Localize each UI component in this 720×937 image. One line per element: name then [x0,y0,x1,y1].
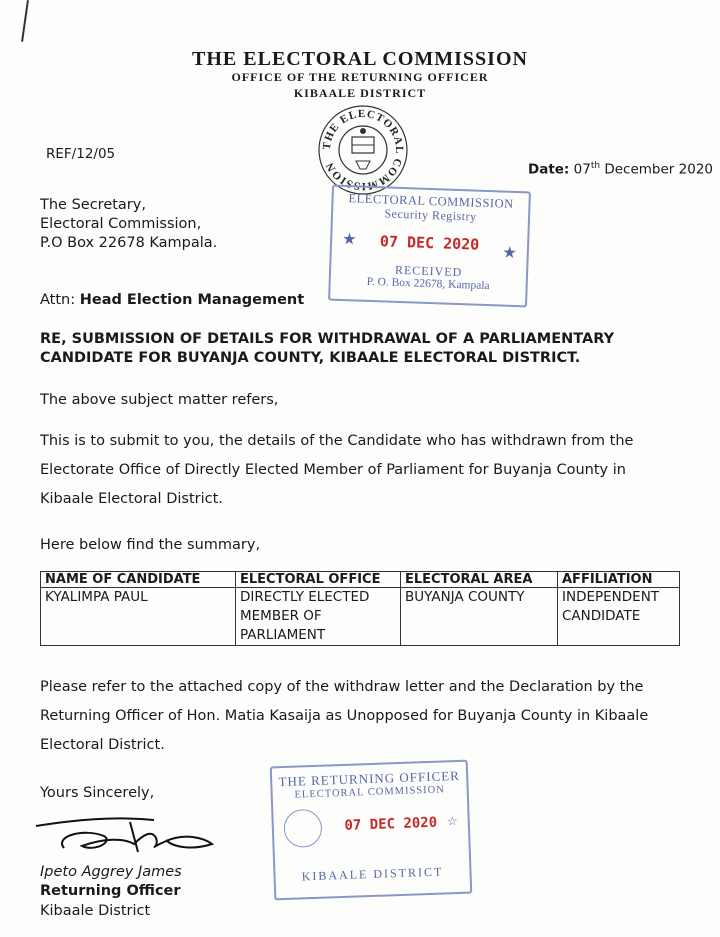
table-cell [558,588,680,646]
paragraph-line: This is to submit to you, the details of the Candidate who has withdrawn from the [40,433,634,449]
recipient-address [40,196,217,253]
cell-line: CANDIDATE [562,608,641,624]
paragraph-intro: The above subject matter refers, [40,392,279,408]
table-header-cell: NAME OF CANDIDATE [41,572,236,588]
stamp-date: 07 DEC 2020 [344,814,438,834]
table-cell: KYALIMPA PAUL [41,588,236,646]
paragraph-body [40,427,633,514]
paragraph-line: Returning Officer of Hon. Matia Kasaija as Unopposed for Buyanja County in Kibaale [40,708,649,724]
star-icon: ☆ [446,813,458,829]
attn-value: Head Election Management [79,292,305,308]
stamp-line: KIBAALE DISTRICT [301,864,444,884]
date-suffix: th [590,161,601,171]
stamp-line: ELECTORAL COMMISSION [294,784,446,801]
cell-line: INDEPENDENT [562,589,660,605]
table-cell: BUYANJA COUNTY [401,588,558,646]
paragraph-line: Kibaale Electoral District. [40,491,223,507]
stamp-date: 07 DEC 2020 [379,232,480,254]
paragraph-reference [40,673,648,760]
cell-line: DIRECTLY ELECTED [240,589,370,605]
date-rest: December 2020 [600,161,713,178]
stamp-line: P. O. Box 22678, Kampala [366,275,490,293]
stamp-line: THE RETURNING OFFICER [278,767,461,790]
attn-label: Attn: [40,292,80,308]
table-row [41,588,680,646]
table-header-row [41,572,680,588]
signatory-name: Ipeto Aggrey James [40,864,182,880]
recipient-line: P.O Box 22678 Kampala. [40,235,218,251]
date-label: Date: [528,161,570,178]
signatory-title: Returning Officer [40,883,181,899]
letterhead-district: KIBAALE DISTRICT [293,86,427,100]
stamp-line: RECEIVED [394,262,463,280]
scan-mark [21,0,29,42]
table-cell [236,588,401,646]
paragraph-line: Please refer to the attached copy of the withdraw letter and the Declaration by the [40,679,644,695]
subject-line: RE, SUBMISSION OF DETAILS FOR WITHDRAWAL OF A PARLIAMENTARY [40,331,615,347]
stamp-line: Security Registry [384,206,477,224]
svg-text:THE ELECTORAL COMMISSION [321,108,405,192]
reference-number: REF/12/05 [46,146,116,162]
attention-line [40,292,304,308]
seal-text: THE ELECTORAL COMMISSION [320,107,406,193]
star-icon: ★ [341,230,357,249]
recipient-line: Electoral Commission, [40,216,202,232]
recipient-line: The Secretary, [40,197,146,213]
stamp-line: ELECTORAL COMMISSION [348,191,514,211]
table-header-cell: ELECTORAL OFFICE [236,572,401,588]
paragraph-line: Electorate Office of Directly Elected Member of Parliament for Buyanja County in [40,462,626,478]
date-day: 07 [573,161,591,178]
table-header-cell: AFFILIATION [558,572,680,588]
star-icon: ★ [502,244,518,263]
cell-line: MEMBER OF [240,608,322,624]
received-stamp [328,185,531,308]
subject-line: CANDIDATE FOR BUYANJA COUNTY, KIBAALE ELECTORAL DISTRICT. [40,350,581,366]
returning-officer-stamp [270,760,473,901]
signature [34,808,224,858]
letterhead-org: THE ELECTORAL COMMISSION [192,48,528,70]
closing-line: Yours Sincerely, [40,785,155,801]
table-header-cell: ELECTORAL AREA [401,572,558,588]
letterhead-office: OFFICE OF THE RETURNING OFFICER [231,70,489,84]
subject-heading [40,330,614,368]
paragraph-summary: Here below find the summary, [40,537,261,553]
paragraph-line: Electoral District. [40,737,165,753]
cell-line: PARLIAMENT [240,627,326,643]
signatory-district: Kibaale District [40,903,151,919]
commission-seal [316,103,410,197]
summary-table [40,571,680,646]
letter-date [528,161,713,178]
